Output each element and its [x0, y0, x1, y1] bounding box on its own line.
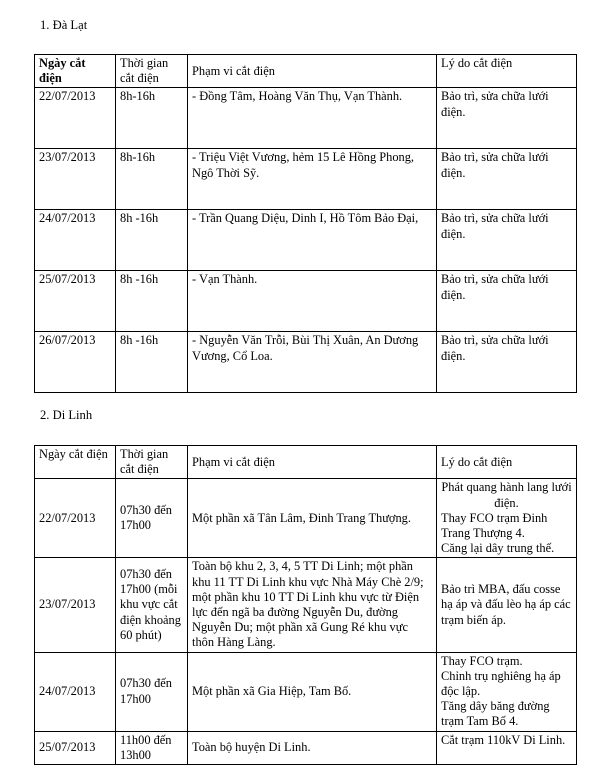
section-title-da-lat: 1. Đà Lạt	[40, 18, 88, 32]
reason-line: Thay FCO trạm Đinh Trang Thượng 4.	[441, 510, 548, 541]
header-scope: Phạm vi cắt điện	[188, 446, 437, 479]
reason-line: Thay FCO trạm.	[441, 653, 523, 668]
cell-scope: - Nguyễn Văn Trỗi, Bùi Thị Xuân, An Dương Vương, Cổ Loa.	[188, 332, 437, 393]
table-row	[35, 210, 577, 271]
section-title-di-linh: 2. Di Linh	[40, 408, 93, 422]
cell-time: 11h00 đến 13h00	[116, 731, 188, 764]
cell-reason: Bảo trì, sửa chữa lưới điện.	[437, 271, 577, 332]
cell-reason: Bảo trì, sửa chữa lưới điện.	[437, 88, 577, 149]
reason-line: Căng lại dây trung thế.	[441, 541, 555, 556]
cell-date: 22/07/2013	[35, 88, 116, 149]
cell-date: 25/07/2013	[35, 271, 116, 332]
header-time: Thời gian cắt điện	[116, 55, 188, 88]
cell-date: 23/07/2013	[35, 558, 116, 652]
cell-time: 8h -16h	[116, 332, 188, 393]
table-row	[35, 479, 577, 558]
cell-date: 24/07/2013	[35, 210, 116, 271]
cell-time: 8h -16h	[116, 210, 188, 271]
table-row	[35, 88, 577, 149]
table-row	[35, 558, 577, 652]
cell-scope: - Đồng Tâm, Hoàng Văn Thụ, Vạn Thành.	[188, 88, 437, 149]
outage-table-da-lat	[34, 54, 577, 393]
header-date: Ngày cắt điện	[35, 446, 116, 479]
cell-time: 8h -16h	[116, 271, 188, 332]
table-header-row	[35, 446, 577, 479]
header-time: Thời gian cắt điện	[116, 446, 188, 479]
table-header-row	[35, 55, 577, 88]
cell-reason: Bảo trì, sửa chữa lưới điện.	[437, 332, 577, 393]
cell-reason	[437, 558, 577, 652]
cell-scope: Một phần xã Tân Lâm, Đinh Trang Thượng.	[188, 479, 437, 558]
table-row	[35, 652, 577, 731]
cell-time: 8h-16h	[116, 149, 188, 210]
cell-time: 07h30 đến 17h00	[116, 479, 188, 558]
outage-table-di-linh	[34, 445, 577, 765]
header-reason: Lý do cắt điện	[437, 446, 577, 479]
cell-reason: Bảo trì, sửa chữa lưới điện.	[437, 149, 577, 210]
cell-date: 26/07/2013	[35, 332, 116, 393]
reason-line: Tăng dây băng đường trạm Tam Bố 4.	[441, 699, 550, 729]
reason-line: Cắt trạm 110kV Di Linh.	[441, 732, 566, 747]
reason-line: Bảo trì MBA, đấu cosse hạ áp và đấu lèo hạ áp các trạm biến áp.	[441, 582, 571, 627]
cell-date: 23/07/2013	[35, 149, 116, 210]
cell-time: 07h30 đến 17h00	[116, 652, 188, 731]
table-row	[35, 332, 577, 393]
cell-scope: - Vạn Thành.	[188, 271, 437, 332]
header-scope: Phạm vi cắt điện	[188, 55, 437, 88]
cell-reason	[437, 652, 577, 731]
cell-date: 24/07/2013	[35, 652, 116, 731]
cell-date: 22/07/2013	[35, 479, 116, 558]
table-row	[35, 731, 577, 764]
cell-scope: Một phần xã Gia Hiệp, Tam Bố.	[188, 652, 437, 731]
cell-scope: Toàn bộ huyện Di Linh.	[188, 731, 437, 764]
header-date: Ngày cắt điện	[35, 55, 116, 88]
cell-reason: Bảo trì, sửa chữa lưới điện.	[437, 210, 577, 271]
cell-reason	[437, 479, 577, 558]
table-row	[35, 149, 577, 210]
cell-date: 25/07/2013	[35, 731, 116, 764]
reason-line: Chỉnh trụ nghiêng hạ áp độc lập.	[441, 668, 561, 699]
table-row	[35, 271, 577, 332]
cell-reason	[437, 731, 577, 764]
cell-scope: - Trần Quang Diệu, Dinh I, Hồ Tôm Bảo Đại,	[188, 210, 437, 271]
cell-time: 07h30 đến 17h00 (mỗi khu vực cắt điện khoảng 60 phút)	[116, 558, 188, 652]
cell-scope: Toàn bộ khu 2, 3, 4, 5 TT Di Linh; một phần khu 11 TT Di Linh khu vực Nhà Máy Chè 2/9; một phần khu 10 TT Di Linh khu vực từ Điện lực đến ngã ba đường Nguyễn Du, đường Nguyễn Du; một phần xã Gung Ré khu vực thôn Hàng Làng.	[188, 558, 437, 652]
reason-line: Phát quang hành lang lưới điện.	[441, 480, 572, 510]
cell-scope: - Triệu Việt Vương, hẻm 15 Lê Hồng Phong, Ngô Thời Sỹ.	[188, 149, 437, 210]
cell-time: 8h-16h	[116, 88, 188, 149]
header-reason: Lý do cắt điện	[437, 55, 577, 88]
